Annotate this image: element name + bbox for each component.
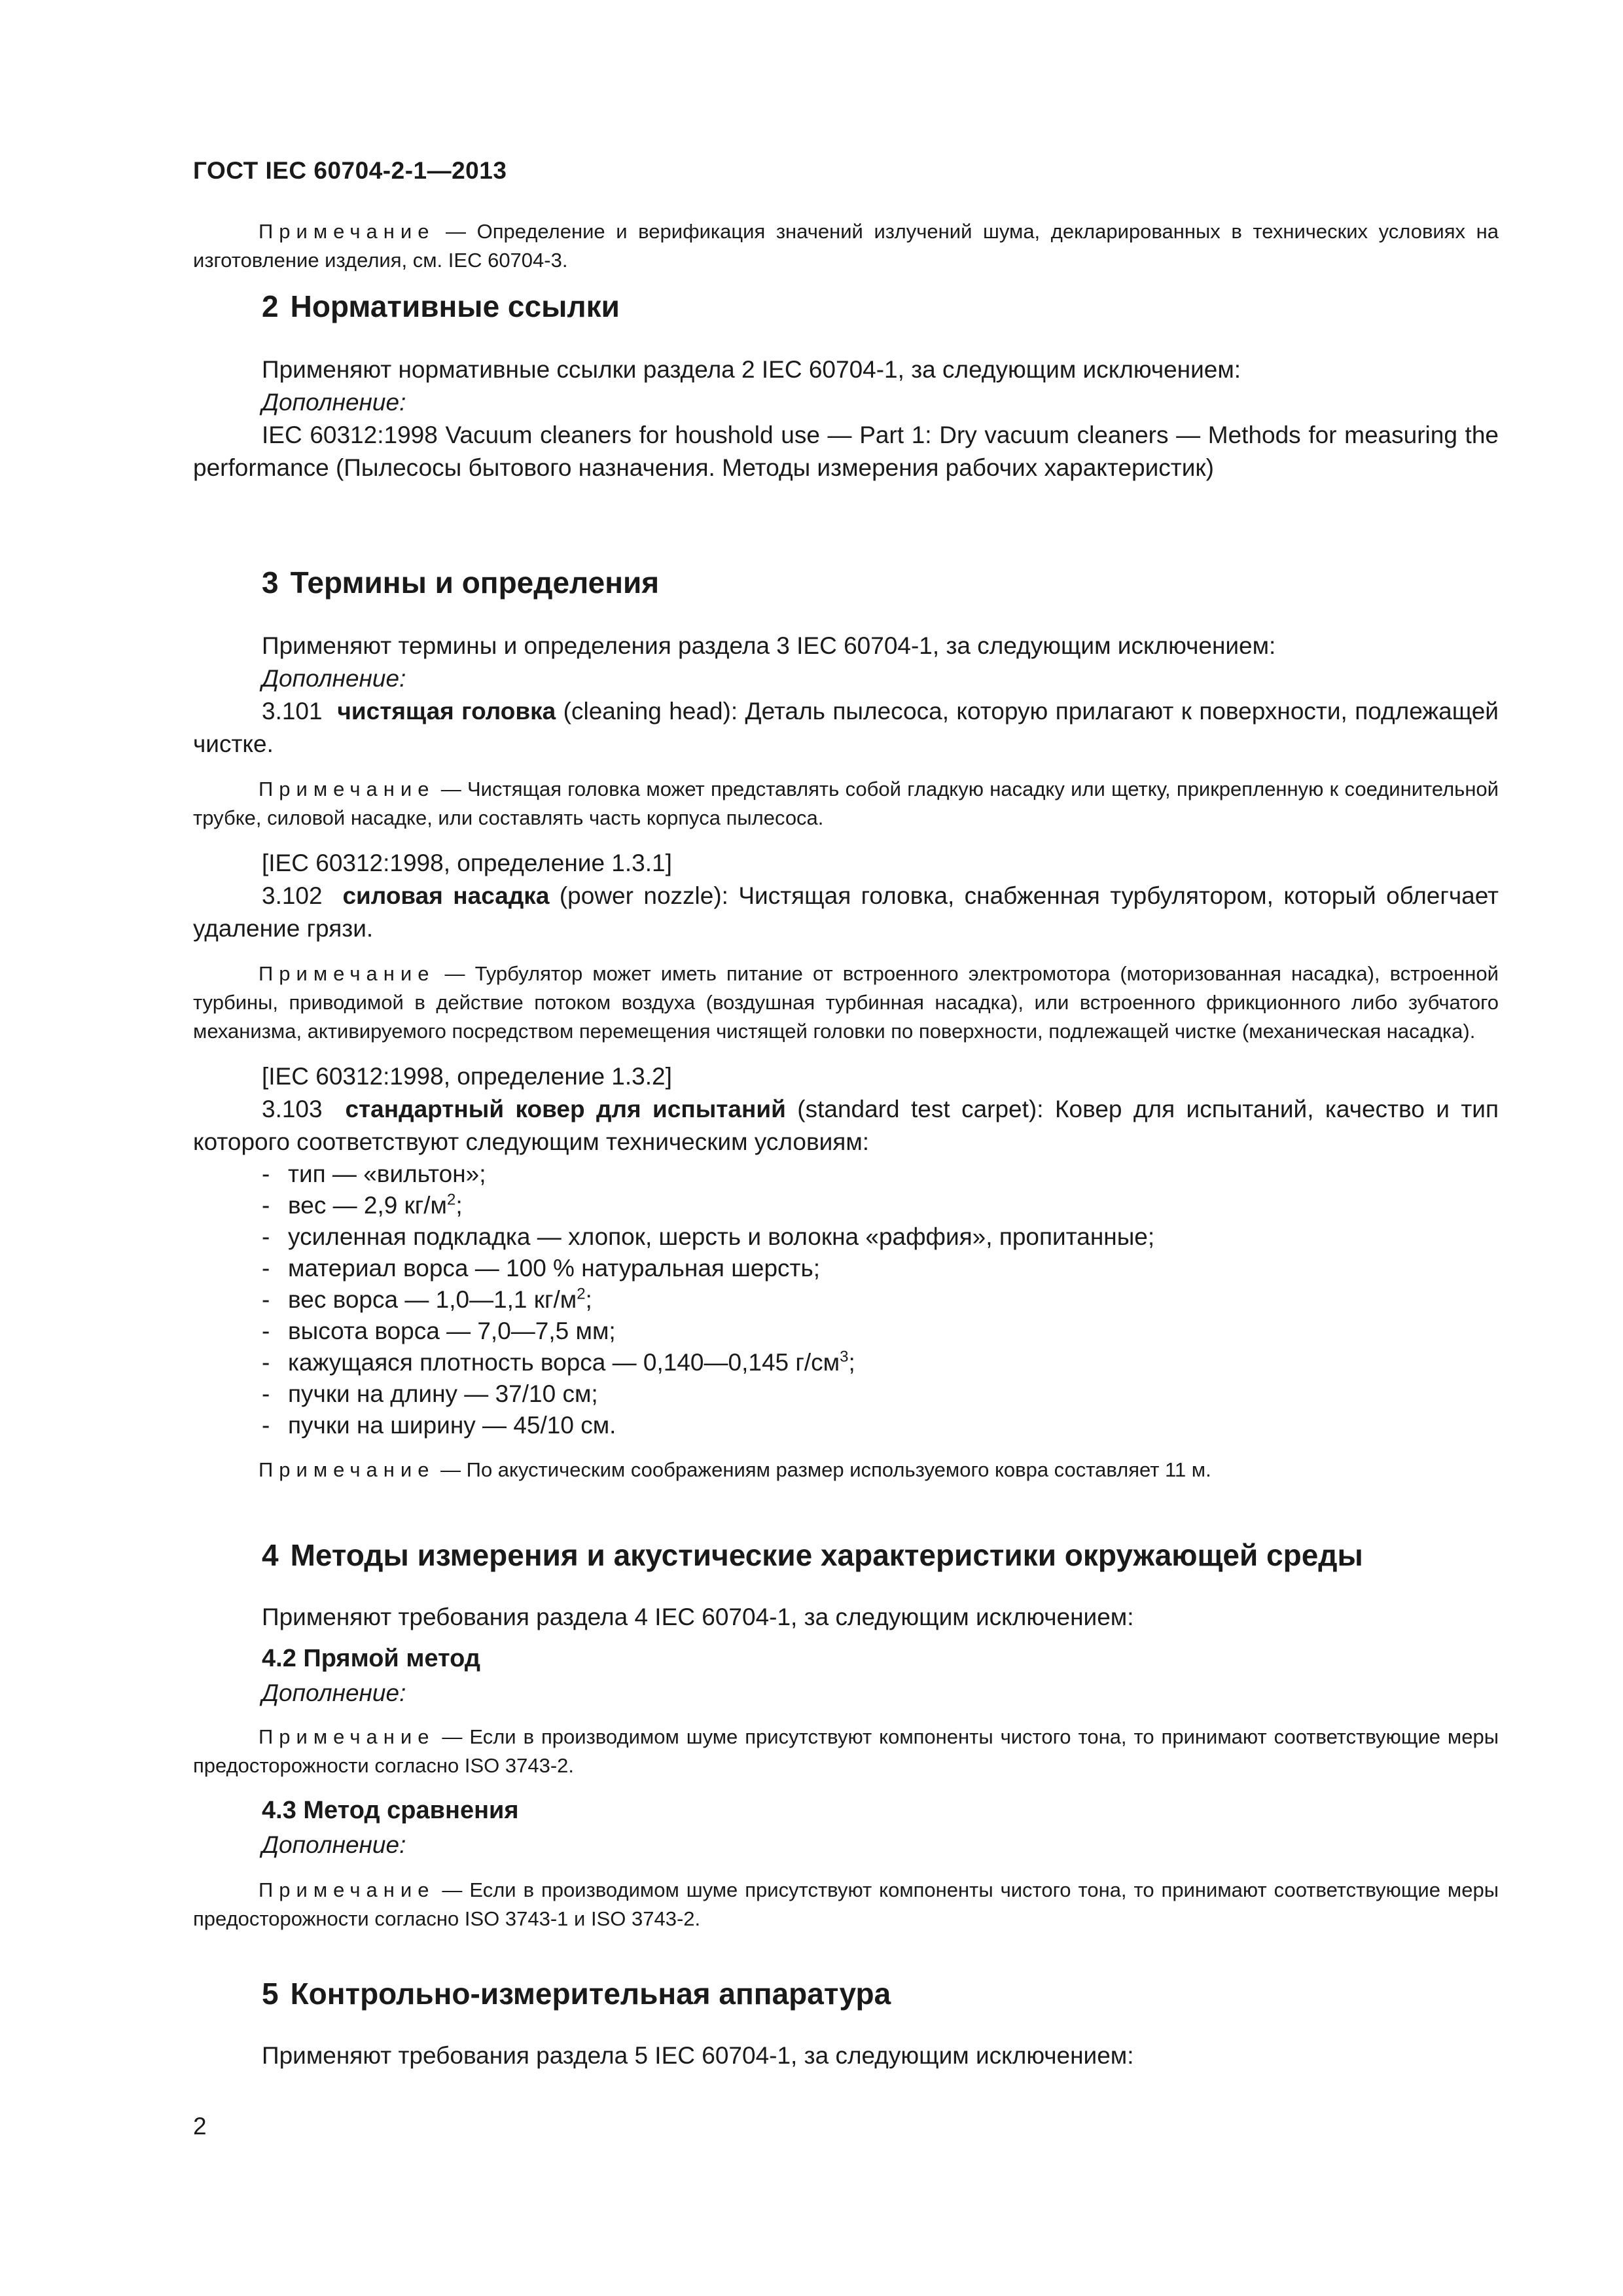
carpet-spec-list	[193, 1158, 1499, 1441]
term-name: стандартный ковер для испытаний	[345, 1096, 786, 1122]
section-5-intro: Применяют требования раздела 5 IEC 60704-1, за следующим исключением:	[262, 2042, 1134, 2069]
ref-3-101: [IEC 60312:1998, определение 1.3.1]	[262, 850, 672, 876]
section-4-intro: Применяют требования раздела 4 IEC 60704-1, за следующим исключением:	[262, 1604, 1134, 1630]
section-3-addition: Дополнение:	[262, 665, 406, 692]
subsection-4-3-addition: Дополнение:	[262, 1831, 406, 1858]
term-3-102: 3.102 силовая насадка (power nozzle): Чистящая головка, снабженная турбулятором, который облегчает удаление грязи.	[193, 882, 1499, 942]
subsection-4-2-addition: Дополнение:	[262, 1679, 406, 1706]
list-item: - пучки на ширину — 45/10 см.	[262, 1410, 1499, 1441]
subsection-4-2-title: 4.2 Прямой метод	[262, 1645, 481, 1672]
note-label: Примечание	[259, 220, 435, 243]
list-item: - вес — 2,9 $кг/м^2$;	[262, 1190, 1499, 1221]
term-name: чистящая головка	[337, 698, 556, 725]
section-3-title: 3 Термины и определения	[262, 565, 660, 600]
list-item: - материал ворса — 100 % натуральная шерсть;	[262, 1253, 1499, 1284]
note-3-101: Примечание — Чистящая головка может представлять собой гладкую насадку или щетку, прикрепленную к соединительной трубке, силовой насадке, или составлять часть корпуса пылесоса.	[193, 778, 1499, 829]
subsection-4-3-title: 4.3 Метод сравнения	[262, 1797, 519, 1824]
section-2-intro: Применяют нормативные ссылки раздела 2 IEC 60704-1, за следующим исключением:	[262, 356, 1241, 383]
note-4-3: Примечание — Если в производимом шуме присутствуют компоненты чистого тона, то принимают соответствующие меры предосторожности согласно ISO 3743-1 и ISO 3743-2.	[193, 1878, 1499, 1930]
section-2-title: 2 Нормативные ссылки	[262, 289, 620, 323]
section-2-addition: Дополнение:	[262, 389, 406, 416]
list-item: - кажущаяся плотность ворса — 0,140—0,145 $г/см^3$;	[262, 1347, 1499, 1378]
intro-note: Примечание — Определение и верификация значений излучений шума, декларированных в технических условиях на изготовление изделия, см. IEC 60704-3.	[193, 220, 1499, 272]
list-item: - вес ворса — 1,0—1,1 $кг/м^2$;	[262, 1284, 1499, 1316]
note-3-103: Примечание — По акустическим соображениям размер используемого ковра составляет 11 м.	[259, 1458, 1211, 1481]
section-4-title: 4 Методы измерения и акустические характеристики окружающей среды	[262, 1538, 1363, 1572]
note-4-2: Примечание — Если в производимом шуме присутствуют компоненты чистого тона, то принимают соответствующие меры предосторожности согласно ISO 3743-2.	[193, 1725, 1499, 1777]
section-2-reference: IEC 60312:1998 Vacuum cleaners for houshold use — Part 1: Dry vacuum cleaners — Methods for measuring the performance (Пылесосы бытового назначения. Методы измерения рабочих характеристик)	[193, 422, 1499, 481]
list-item: - высота ворса — 7,0—7,5 мм;	[262, 1316, 1499, 1347]
ref-3-102: [IEC 60312:1998, определение 1.3.2]	[262, 1063, 672, 1090]
section-3-intro: Применяют термины и определения раздела 3 IEC 60704-1, за следующим исключением:	[262, 632, 1276, 659]
list-item: - пучки на длину — 37/10 см;	[262, 1378, 1499, 1410]
term-3-103: 3.103 стандартный ковер для испытаний (standard test carpet): Ковер для испытаний, качество и тип которого соответствуют следующим техническим условиям:	[193, 1096, 1499, 1155]
note-text: Определение и верификация значений излучений шума, декларированных в технических условиях на изготовление изделия, см. IEC 60704-3.	[193, 220, 1499, 272]
list-item: - тип — «вильтон»;	[262, 1158, 1499, 1190]
document-header: ГОСТ IEC 60704-2-1—2013	[193, 157, 507, 184]
page-number: 2	[193, 2113, 207, 2140]
term-3-101: 3.101 чистящая головка (cleaning head): Деталь пылесоса, которую прилагают к поверхности, подлежащей чистке.	[193, 698, 1499, 757]
term-name: силовая насадка	[342, 882, 550, 909]
note-3-102: Примечание — Турбулятор может иметь питание от встроенного электромотора (моторизованная насадка), встроенной турбины, приводимой в действие потоком воздуха (воздушная турбинная насадка), или встроенного фрикционного либо зубчатого механизма, активируемого посредством перемещения чистящей головки по поверхности, подлежащей чистке (механическая насадка).	[193, 962, 1499, 1043]
document-page	[193, 157, 1499, 2072]
list-item: - усиленная подкладка — хлопок, шерсть и волокна «раффия», пропитанные;	[262, 1221, 1499, 1253]
section-5-title: 5 Контрольно-измерительная аппаратура	[262, 1977, 891, 2011]
